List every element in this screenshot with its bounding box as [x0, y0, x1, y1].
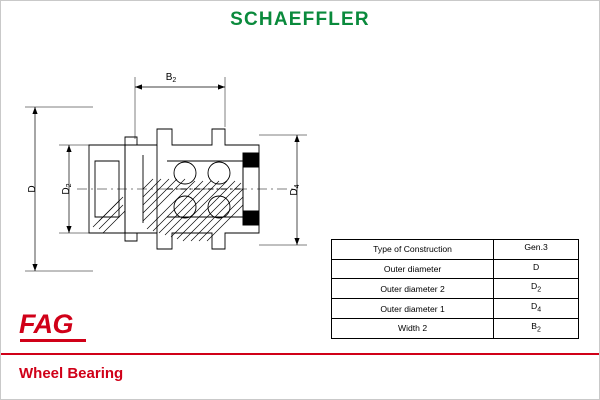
table-row — [332, 259, 579, 279]
seal-upper — [243, 153, 259, 167]
dimension-label-b2: $B_2$ — [165, 72, 177, 84]
table-row — [332, 318, 579, 338]
spec-value: $B_2$ — [494, 318, 579, 338]
dimension-label-d2: $D_2$ — [61, 183, 73, 195]
table-row — [332, 299, 579, 319]
specification-table — [331, 239, 579, 339]
product-title: Wheel Bearing — [19, 365, 124, 382]
fag-logo-underline — [20, 339, 86, 342]
spec-label: Outer diameter 1 — [332, 299, 494, 319]
arrow-d2-bottom — [66, 226, 71, 233]
table-row — [332, 240, 579, 260]
seal-lower — [243, 211, 259, 225]
table-row — [332, 279, 579, 299]
spec-value: D — [494, 259, 579, 279]
fag-logo-text: FAG — [19, 309, 74, 339]
arrow-d2-top — [66, 145, 71, 152]
arrow-d-top — [32, 107, 37, 114]
arrow-d4-top — [294, 135, 299, 142]
spec-label: Outer diameter — [332, 259, 494, 279]
arrow-b2-left — [135, 84, 142, 89]
spec-value: $D_4$ — [494, 299, 579, 319]
arrow-d4-bottom — [294, 238, 299, 245]
bearing-technical-drawing — [7, 49, 337, 329]
spec-value: Gen.3 — [494, 240, 579, 260]
dimension-label-d4: $D_4$ — [289, 184, 301, 196]
schaeffler-logo: SCHAEFFLER — [230, 9, 370, 30]
drawing-svg — [7, 49, 337, 329]
arrow-d-bottom — [32, 264, 37, 271]
spec-value: $D_2$ — [494, 279, 579, 299]
spec-label: Outer diameter 2 — [332, 279, 494, 299]
fag-logo — [19, 311, 89, 341]
dimension-label-d: D — [27, 185, 38, 193]
footer-divider — [1, 353, 599, 355]
spec-label: Width 2 — [332, 318, 494, 338]
arrow-b2-right — [218, 84, 225, 89]
spec-label: Type of Construction — [332, 240, 494, 260]
